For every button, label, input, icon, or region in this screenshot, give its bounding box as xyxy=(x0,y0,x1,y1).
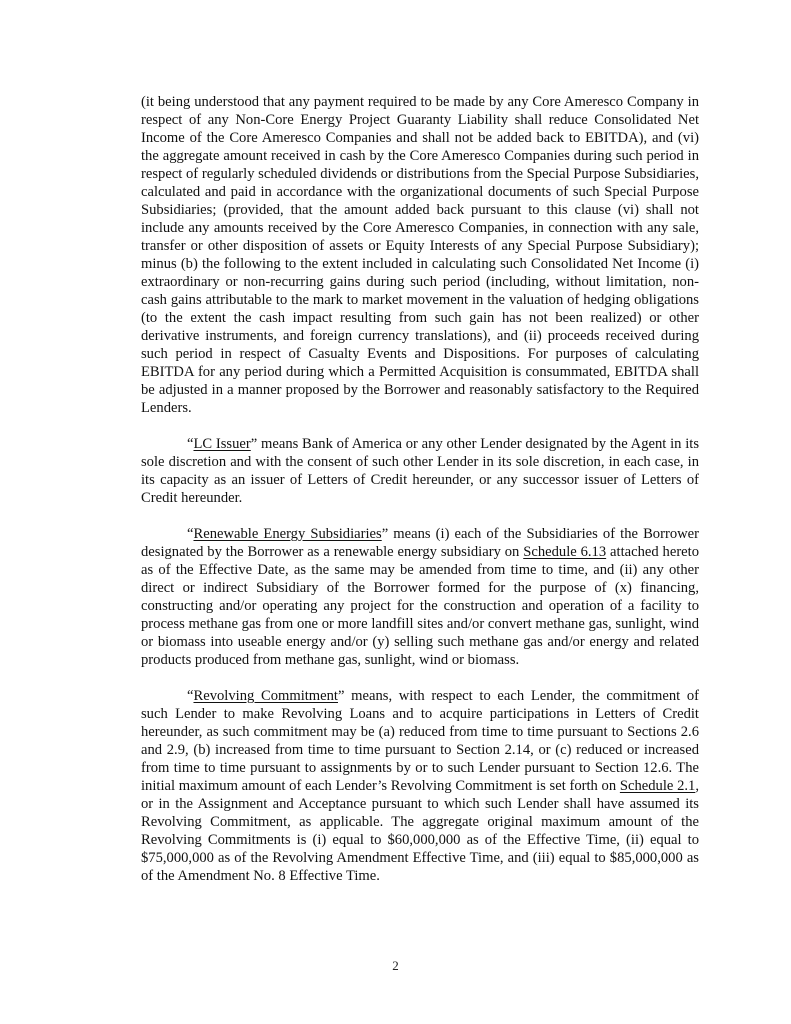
open-quote: “ xyxy=(187,436,194,452)
open-quote: “ xyxy=(187,688,194,704)
document-page xyxy=(141,93,699,903)
schedule-reference-2-1: Schedule 2.1 xyxy=(619,778,696,794)
open-quote: “ xyxy=(187,526,194,542)
page-number: 2 xyxy=(392,958,399,973)
definition-text-continued: attached hereto as of the Effective Date, as the same may be amended from time to time, and (ii) any other direct or indirect Subsidiary of the Borrower formed for the purpose of (x) financing, constructing and/or operating any project for the construction and operation of a facility to process methane gas from one or more landfill sites and/or convert methane gas, sunlight, wind or biomass into useable energy and/or (y) selling such methane gas and/or energy and related products produced from methane gas, sunlight, wind or biomass. xyxy=(141,544,700,668)
definition-text: ” means Bank of America or any other Lender designated by the Agent in its sole discretion and with the consent of such other Lender in its sole discretion, in each case, in its capacity as an issuer of Letters of Credit hereunder, or any successor issuer of Letters of Credit hereunder. xyxy=(141,436,699,506)
definition-renewable-energy-subsidiaries xyxy=(141,525,699,669)
definition-revolving-commitment xyxy=(141,687,699,885)
defined-term-lc-issuer: LC Issuer xyxy=(193,436,251,452)
definition-lc-issuer xyxy=(141,435,699,507)
definition-text: ” means (i) each of the Subsidiaries of the Borrower designated by the Borrower as a renewable energy subsidiary on xyxy=(141,526,699,560)
defined-term-revolving-commitment: Revolving Commitment xyxy=(193,688,338,704)
definition-text: ” means, with respect to each Lender, the commitment of such Lender to make Revolving Loans and to acquire participations in Letters of Credit hereunder, as such commitment may be (a) reduced from time to time pursuant to Sections 2.6 and 2.9, (b) increased from time to time pursuant to Section 2.14, or (c) reduced or increased from time to time pursuant to assignments by or to such Lender pursuant to Section 12.6. The initial maximum amount of each Lender’s Revolving Commitment is set forth on xyxy=(141,688,699,794)
defined-term-renewable-energy-subsidiaries: Renewable Energy Subsidiaries xyxy=(193,526,382,542)
schedule-reference-6-13: Schedule 6.13 xyxy=(523,544,607,560)
definition-text-continued: , or in the Assignment and Acceptance pursuant to which such Lender shall have assumed its Revolving Commitment, as applicable. The aggregate original maximum amount of the Revolving Commitments is (i) equal to $60,000,000 as of the Effective Time, (ii) equal to $75,000,000 as of the Revolving Amendment Effective Time, and (iii) equal to $85,000,000 as of the Amendment No. 8 Effective Time. xyxy=(141,778,699,884)
ebitda-continuation-paragraph: (it being understood that any payment required to be made by any Core Ameresco Company in respect of any Non-Core Energy Project Guaranty Liability shall reduce Consolidated Net Income of the Core Ameresco Companies and shall not be added back to EBITDA), and (vi) the aggregate amount received in cash by the Core Ameresco Companies during such period in respect of regularly scheduled dividends or distributions from the Special Purpose Subsidiaries, calculated and paid in accordance with the organizational documents of such Special Purpose Subsidiaries; (provided, that the amount added back pursuant to this clause (vi) shall not include any amounts received by the Core Ameresco Companies, in connection with any sale, transfer or other disposition of assets or Equity Interests of any Special Purpose Subsidiary); minus (b) the following to the extent included in calculating such Consolidated Net Income (i) extraordinary or non-recurring gains during such period (including, without limitation, non-cash gains attributable to the mark to market movement in the valuation of hedging obligations (to the extent the cash impact resulting from such gain has not been realized) or other derivative instruments, and foreign currency translations), and (ii) proceeds received during such period in respect of Casualty Events and Dispositions. For purposes of calculating EBITDA for any period during which a Permitted Acquisition is consummated, EBITDA shall be adjusted in a manner proposed by the Borrower and reasonably satisfactory to the Required Lenders. xyxy=(141,94,699,416)
